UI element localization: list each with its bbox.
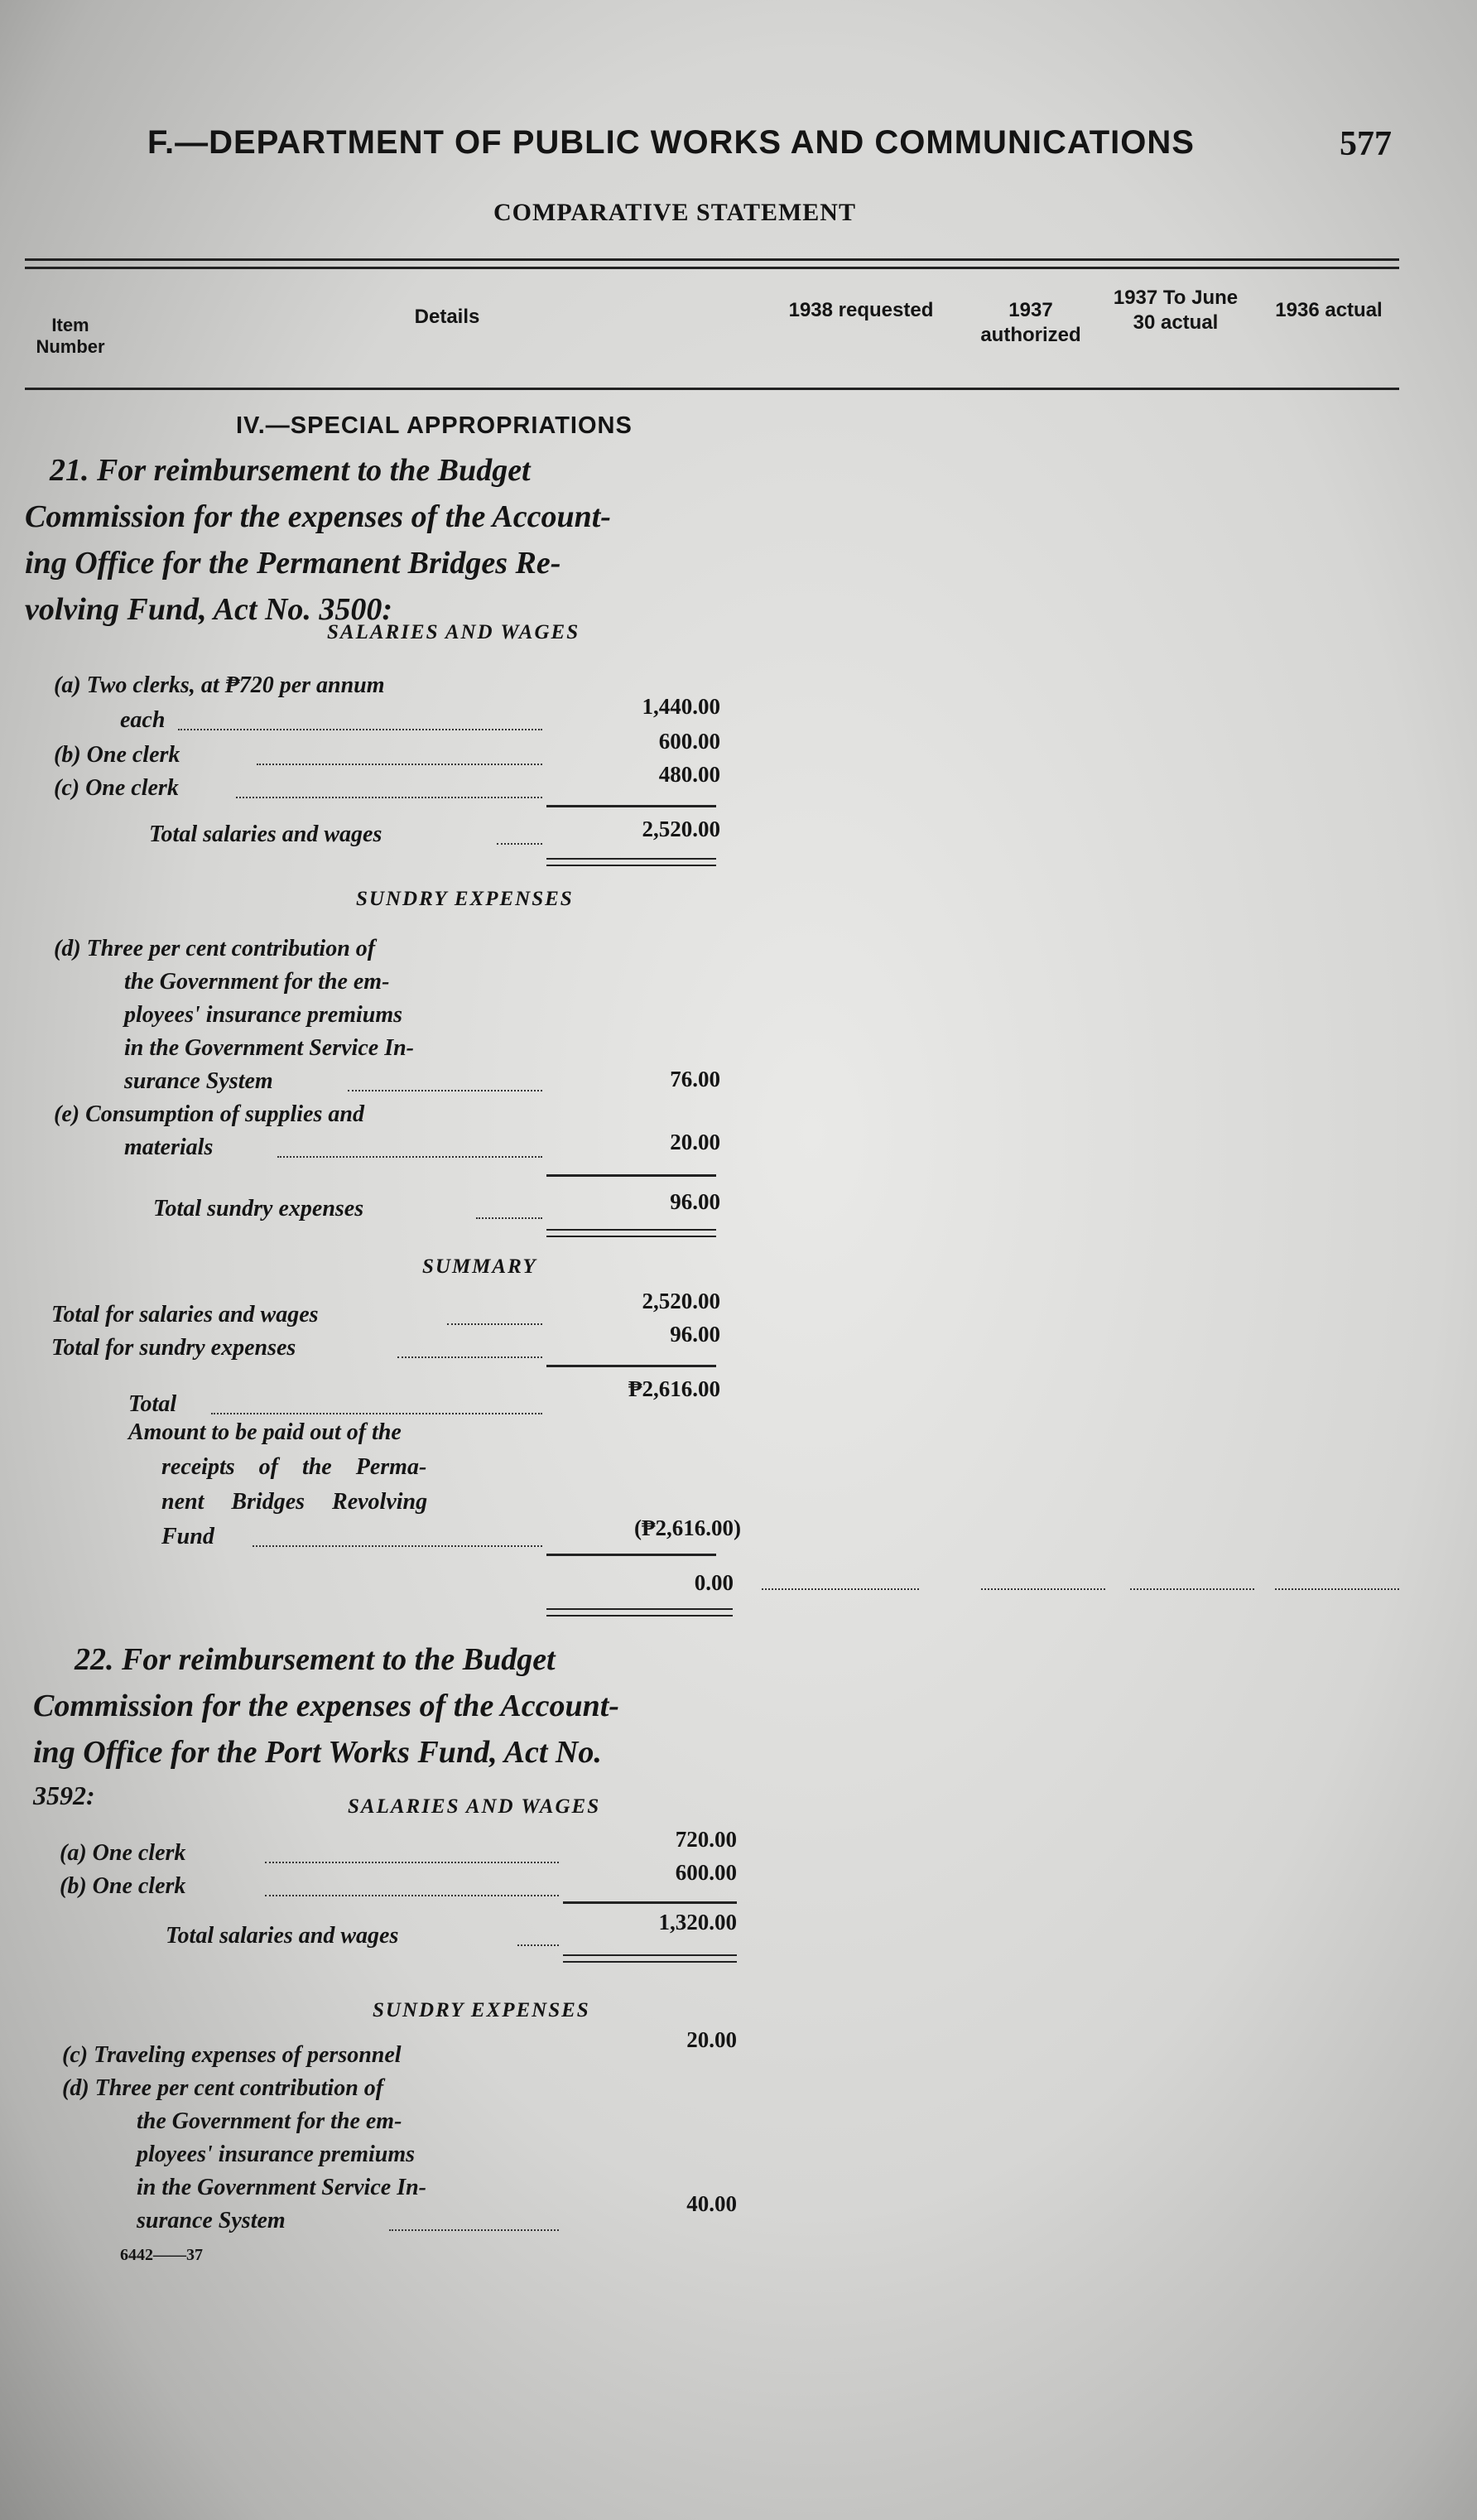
item21-heading-line3: ing Office for the Permanent Bridges Re- <box>25 546 561 581</box>
dot-leader-1936 <box>1275 1588 1399 1590</box>
double-rule <box>546 1229 716 1231</box>
item21-total-salaries-label: Total salaries and wages <box>149 822 382 847</box>
item21-salaries-title: SALARIES AND WAGES <box>327 621 580 643</box>
item22-salaries-title: SALARIES AND WAGES <box>348 1795 601 1818</box>
item22-c-value: 20.00 <box>686 2027 737 2052</box>
dot-leader <box>397 1356 542 1358</box>
double-rule <box>563 1954 737 1956</box>
item21-a-line1: (a) Two clerks, at ₱720 per annum <box>54 672 385 698</box>
double-rule <box>546 1608 733 1610</box>
dot-leader <box>277 1156 542 1158</box>
item21-total-sundry-value: 96.00 <box>670 1189 720 1214</box>
item22-c-label: (c) Traveling expenses of personnel <box>62 2042 402 2068</box>
item21-e-line2: materials <box>124 1135 214 1160</box>
dot-leader <box>517 1944 559 1946</box>
item21-total-salaries-value: 2,520.00 <box>642 817 720 841</box>
item21-amount-line1: Amount to be paid out of the <box>128 1419 402 1445</box>
header-rule-top <box>25 258 1399 261</box>
item22-d-line1: (d) Three per cent contribution of <box>62 2075 384 2101</box>
dot-leader <box>211 1413 542 1414</box>
item21-amount-value: (₱2,616.00) <box>634 1515 741 1540</box>
item22-a-label: (a) One clerk <box>60 1840 186 1866</box>
sum-rule <box>563 1901 737 1904</box>
item21-c-label: (c) One clerk <box>54 775 179 801</box>
header-rule-bottom <box>25 388 1399 390</box>
dot-leader-1937-june <box>1130 1588 1254 1590</box>
item21-d-line5: surance System <box>124 1068 273 1094</box>
item21-amount-line2: receipts of the Perma- <box>161 1454 427 1480</box>
dot-leader <box>476 1217 542 1219</box>
item21-d-value: 76.00 <box>670 1067 720 1091</box>
item21-a-line2: each <box>120 707 166 733</box>
item21-total-label: Total <box>128 1391 177 1417</box>
dot-leader-1937-authorized <box>981 1588 1105 1590</box>
dot-leader <box>389 2229 559 2231</box>
double-rule <box>546 1615 733 1617</box>
item21-c-value: 480.00 <box>658 762 720 787</box>
item22-b-label: (b) One clerk <box>60 1873 186 1899</box>
item21-total-value: ₱2,616.00 <box>628 1376 720 1401</box>
item22-d-line5: surance System <box>137 2208 286 2233</box>
item21-d-line3: ployees' insurance premiums <box>124 1002 403 1028</box>
page-number: 577 <box>1340 125 1392 163</box>
column-header-1937-june-actual: 1937 To June 30 actual <box>1113 287 1239 334</box>
item22-total-salaries-value: 1,320.00 <box>658 1910 737 1935</box>
dot-leader <box>257 764 542 765</box>
item22-d-value: 40.00 <box>686 2191 737 2216</box>
item21-heading-line2: Commission for the expenses of the Account- <box>25 499 611 534</box>
item22-heading-line3: ing Office for the Port Works Fund, Act No. <box>33 1735 602 1770</box>
item21-e-value: 20.00 <box>670 1130 720 1154</box>
item21-e-line1: (e) Consumption of supplies and <box>54 1101 364 1127</box>
item21-d-line1: (d) Three per cent contribution of <box>54 936 376 961</box>
item21-sum-salaries-label: Total for salaries and wages <box>51 1302 319 1327</box>
item21-net-value: 0.00 <box>694 1570 734 1595</box>
item22-d-line4: in the Government Service In- <box>137 2175 426 2200</box>
dot-leader <box>178 729 542 730</box>
item21-sundry-title: SUNDRY EXPENSES <box>356 888 574 910</box>
item22-heading-line4: 3592: <box>33 1780 95 1810</box>
item21-heading-line4: volving Fund, Act No. 3500: <box>25 592 393 627</box>
dot-leader <box>253 1545 542 1547</box>
item22-d-line3: ployees' insurance premiums <box>137 2142 416 2167</box>
column-header-details: Details <box>414 306 480 328</box>
item21-total-sundry-label: Total sundry expenses <box>153 1196 364 1221</box>
column-header-1937-authorized: 1937 authorized <box>980 299 1081 346</box>
column-header-item-number: Item Number <box>36 315 105 357</box>
sum-rule <box>546 805 716 807</box>
item21-sum-salaries-value: 2,520.00 <box>642 1289 720 1313</box>
dot-leader <box>348 1090 542 1091</box>
item21-amount-line3: nent Bridges Revolving <box>161 1489 428 1515</box>
double-rule <box>546 865 716 866</box>
item22-total-salaries-label: Total salaries and wages <box>166 1923 399 1949</box>
item21-d-line2: the Government for the em- <box>124 969 390 995</box>
double-rule <box>546 858 716 860</box>
item21-d-line4: in the Government Service In- <box>124 1035 414 1061</box>
dot-leader <box>447 1323 542 1325</box>
header-rule-top-2 <box>25 267 1399 269</box>
dot-leader <box>236 797 542 798</box>
item22-a-value: 720.00 <box>675 1827 737 1852</box>
item21-sum-sundry-value: 96.00 <box>670 1322 720 1347</box>
dot-leader <box>265 1895 559 1896</box>
page-title: F.—DEPARTMENT OF PUBLIC WORKS AND COMMUNICATIONS <box>147 124 1195 161</box>
item22-sundry-title: SUNDRY EXPENSES <box>373 1999 590 2021</box>
double-rule <box>546 1236 716 1237</box>
item21-summary-title: SUMMARY <box>422 1255 537 1278</box>
item21-sum-sundry-label: Total for sundry expenses <box>51 1335 296 1361</box>
column-header-1938-requested: 1938 requested <box>788 299 934 321</box>
double-rule <box>563 1961 737 1963</box>
item21-a-value: 1,440.00 <box>642 694 720 719</box>
dot-leader <box>265 1862 559 1863</box>
page-subtitle: COMPARATIVE STATEMENT <box>493 199 856 226</box>
sum-rule <box>546 1365 716 1367</box>
footer-code: 6442——37 <box>120 2246 203 2264</box>
item21-b-label: (b) One clerk <box>54 742 180 768</box>
item22-heading-line1: 22. For reimbursement to the Budget <box>75 1642 556 1677</box>
item21-amount-line4: Fund <box>161 1524 214 1549</box>
dot-leader <box>497 843 542 845</box>
item21-b-value: 600.00 <box>658 729 720 754</box>
section-title: IV.—SPECIAL APPROPRIATIONS <box>236 412 633 439</box>
column-header-1936-actual: 1936 actual <box>1275 299 1383 321</box>
sum-rule <box>546 1554 716 1556</box>
item22-heading-line2: Commission for the expenses of the Account- <box>33 1689 619 1723</box>
dot-leader-1938 <box>762 1588 919 1590</box>
item22-b-value: 600.00 <box>675 1860 737 1885</box>
item22-d-line2: the Government for the em- <box>137 2108 402 2134</box>
item21-heading-line1: 21. For reimbursement to the Budget <box>50 453 531 488</box>
sum-rule <box>546 1174 716 1177</box>
